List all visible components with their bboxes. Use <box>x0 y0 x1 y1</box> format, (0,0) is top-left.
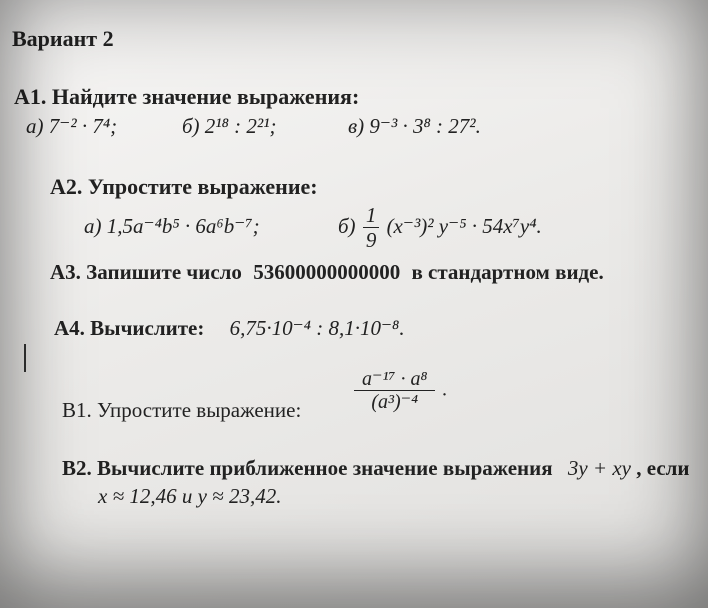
b1-fraction <box>354 368 435 414</box>
b1-label-text: В1. Упростите выражение: <box>62 398 302 422</box>
text-cursor <box>24 344 26 372</box>
b2-tail: , если <box>636 456 690 480</box>
b1-end: . <box>442 378 448 401</box>
b2-condition: x ≈ 12,46 и y ≈ 23,42. <box>98 484 282 508</box>
a2-part-b-rest: (x⁻³)² y⁻⁵ · 54x⁷y⁴. <box>386 213 542 238</box>
b2-label: В2. Вычислите приближенное значение выражения <box>62 456 553 480</box>
a3-suffix: в стандартном виде. <box>411 260 604 284</box>
a2-fraction-num: 1 <box>363 204 380 228</box>
a3-number: 53600000000000 <box>253 260 401 284</box>
a1-label: А1. Найдите значение выражения: <box>14 84 360 109</box>
a4-label: А4. Вычислите: <box>54 316 205 340</box>
a2-fraction-den: 9 <box>365 228 377 253</box>
a2-part-b <box>338 204 542 252</box>
b1-expression <box>352 368 447 414</box>
variant-title: Вариант 2 <box>12 26 114 51</box>
a1-part-c: в) 9⁻³ · 3⁸ : 27². <box>348 114 481 138</box>
a2-part-a: а) 1,5a⁻⁴b⁵ · 6a⁶b⁻⁷; <box>84 214 260 238</box>
b1-fraction-num: a⁻¹⁷ · a⁸ <box>354 368 435 391</box>
b2-line <box>62 456 690 481</box>
a3-label: А3. Запишите число <box>50 260 242 284</box>
a1-part-b: б) 2¹⁸ : 2²¹; <box>182 114 277 138</box>
a2-part-b-prefix: б) <box>338 213 356 238</box>
b1-fraction-den: (a³)⁻⁴ <box>371 391 419 413</box>
a4-expr: 6,75·10⁻⁴ : 8,1·10⁻⁸. <box>229 316 405 340</box>
b2-expr: 3y + xy <box>567 456 631 480</box>
a3-line <box>50 260 604 285</box>
a4-line <box>54 316 405 341</box>
a2-fraction <box>363 204 380 252</box>
b1-label <box>62 398 301 423</box>
a1-part-a: а) 7⁻² · 7⁴; <box>26 114 118 138</box>
a2-label: А2. Упростите выражение: <box>50 174 318 199</box>
